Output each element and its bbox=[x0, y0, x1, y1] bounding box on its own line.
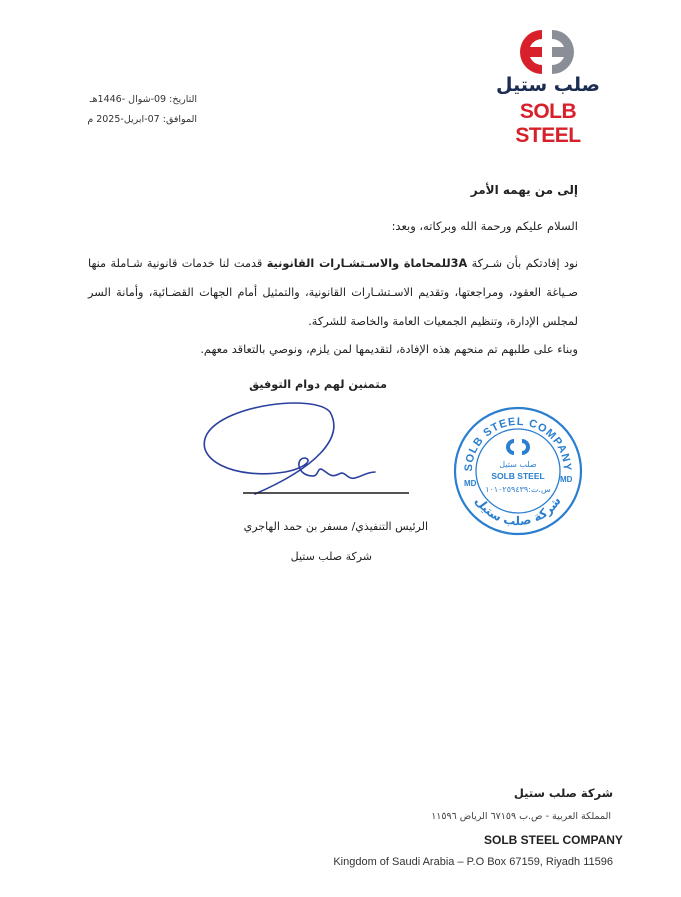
closing-line: متمنين لهم دوام التوفيق bbox=[249, 378, 387, 391]
handwritten-signature-icon bbox=[195, 398, 415, 502]
logo-arabic-text: صلب ستيل bbox=[496, 74, 600, 96]
stamp-center-english: SOLB STEEL bbox=[491, 471, 545, 481]
footer-address-english: Kingdom of Saudi Arabia – P.O Box 67159, Riyadh 11596 bbox=[333, 856, 613, 868]
footer-company-arabic: شركة صلب ستيل bbox=[513, 786, 613, 800]
stamp-ring-english: SOLB STEEL COMPANY bbox=[462, 415, 574, 472]
para-services: قدمت لنا خدمات قانونية شـاملة منها صـياغة العقود، ومراجعتها، وتقديم الاسـتشـارات القانونية، والتمثيل أمام الجهات القضـائية، وأمانة السر لمجلس الإدارة، وتنظيم الجمعيات العامة والخاصة للشركة. bbox=[88, 257, 578, 328]
recommendation-line: وبناء على طلبهم تم منحهم هذه الإفادة، لتقديمها لمن يلزم، ونوصي بالتعاقد معهم. bbox=[200, 343, 578, 356]
para-intro: نود إفادتكم بأن شـركة bbox=[467, 257, 578, 270]
stamp-md-right: MD bbox=[560, 475, 573, 484]
greeting-line: السلام عليكم ورحمة الله وبركاته، وبعد: bbox=[391, 219, 578, 233]
stamp-cr-number: س.ت:١٠١٠٢٥٩٤٣٩ bbox=[485, 485, 551, 494]
signatory-company: شركة صلب ستيل bbox=[290, 550, 372, 563]
footer-company-english: SOLB STEEL COMPANY bbox=[484, 833, 623, 847]
stamp-center-arabic: صلب ستيل bbox=[499, 460, 537, 469]
gregorian-date: الموافق: 07-ابريل-2025 م bbox=[87, 114, 197, 125]
solb-steel-logo-icon bbox=[512, 24, 582, 80]
footer-address-arabic: المملكة العربية - ص.ب ٦٧١٥٩ الرياض ١١٥٩٦ bbox=[431, 811, 611, 822]
logo-english-text: SOLB STEEL bbox=[515, 100, 581, 147]
law-firm-name: 3Aللمحاماة والاسـتشـارات القانونية bbox=[266, 257, 468, 270]
letter-paragraph bbox=[88, 249, 578, 336]
recipient-line: إلى من يهمه الأمر bbox=[470, 183, 578, 197]
signatory-title: الرئيس التنفيذي/ مسفر بن حمد الهاجري bbox=[243, 520, 428, 533]
svg-text:شركة صلب ستيل bbox=[472, 494, 563, 528]
stamp-ring-arabic: شركة صلب ستيل bbox=[472, 493, 564, 529]
hijri-date: التاريخ: 09-شوال -1446هـ bbox=[89, 94, 197, 105]
stamp-md-left: MD bbox=[464, 479, 477, 488]
company-stamp-icon bbox=[452, 405, 584, 537]
